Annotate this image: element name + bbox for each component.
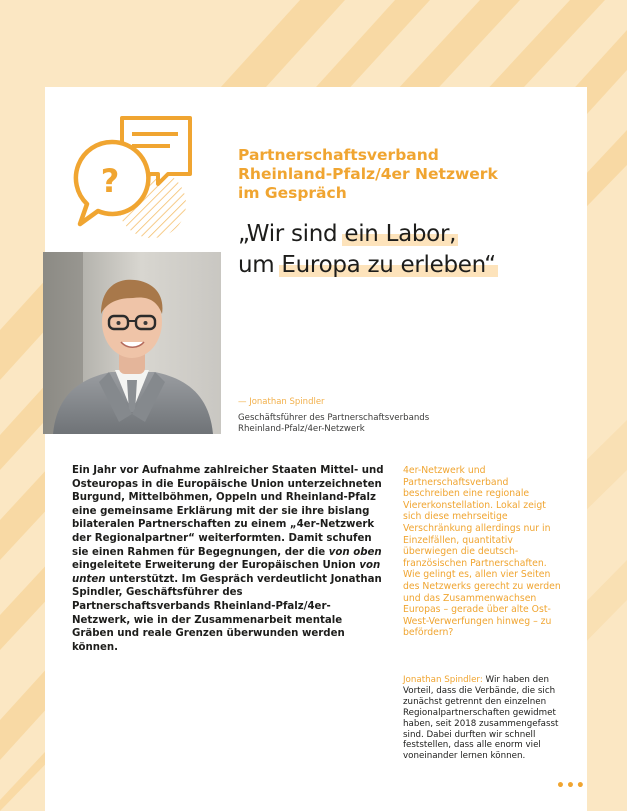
- kicker-line: Rheinland-Pfalz/4er Netzwerk: [238, 165, 498, 183]
- speaker-role: [238, 413, 488, 435]
- interview-answer: [403, 675, 561, 762]
- lead-text: Ein Jahr vor Aufnahme zahlreicher Staaten Mittel- und Osteuropas in die Europäische Union unterzeichneten Burgund, Mittelböhmen, Oppeln und Rheinland-Pfalz eine gemeinsame Erklärung mit der sie ihre bislang bilateralen Partnerschaften zu einem „4er-Netzwerk der Regionalpartner“ weiterformten. Damit schufen sie einen Rahmen für Begegnungen, der die: [72, 465, 384, 558]
- pull-quote: [238, 219, 558, 281]
- lead-text: unterstützt. Im Gespräch verdeutlicht Jonathan Spindler, Geschäftsführer des Partnerschaftsverbands Rheinland-Pfalz/4er-Netzwerk, wie in der Zusammenarbeit mentale Gräben und reale Grenzen überwunden werden können.: [72, 573, 382, 653]
- lead-italic: von unten: [72, 560, 381, 585]
- quote-text: „Wir sind: [238, 221, 345, 247]
- lead-paragraph: [72, 464, 384, 654]
- continue-marker: •••: [556, 778, 586, 794]
- svg-text:?: ?: [100, 162, 120, 200]
- quote-highlight: Europa zu erleben“: [281, 252, 496, 278]
- quote-text: um: [238, 252, 282, 278]
- quote-attribution: — Jonathan Spindler: [238, 397, 325, 407]
- lead-italic: von oben: [328, 546, 382, 558]
- kicker-line: Partnerschaftsverband: [238, 146, 439, 164]
- answer-text: Wir haben den Vorteil, dass die Verbände, die sich zunächst getrennt den einzelnen Regionalpartnerschaften gewidmet haben, seit 2018 zusammengefasst sind. Dabei durften wir schnell feststellen, dass alle enorm viel voneinander lernen können.: [403, 675, 559, 762]
- answer-speaker: Jonathan Spindler:: [403, 675, 483, 685]
- quote-highlight: ein Labor,: [344, 221, 457, 247]
- speech-bubbles-question-icon: [70, 112, 200, 240]
- kicker-line: im Gespräch: [238, 184, 347, 202]
- role-line: Rheinland-Pfalz/4er-Netzwerk: [238, 424, 365, 434]
- lead-text: eingeleitete Erweiterung der Europäischen Union: [72, 560, 360, 572]
- role-line: Geschäftsführer des Partnerschaftsverbands: [238, 413, 430, 423]
- interview-question: 4er-Netzwerk und Partnerschaftsverband beschreiben eine regionale Viererkonstellation. Lokal zeigt sich diese mehrseitige Verschränkung allerdings nur in Einzelfällen, quantitativ überwiegen die deutsch-französischen Partnerschaften. Wie gelingt es, allen vier Seiten des Netzwerks gerecht zu werden und das Zusammenwachsen Europas – gerade über alte Ost-West-Verwerfungen hinweg – zu befördern?: [403, 465, 561, 639]
- portrait-photo: [43, 252, 221, 434]
- article-kicker: [238, 146, 558, 203]
